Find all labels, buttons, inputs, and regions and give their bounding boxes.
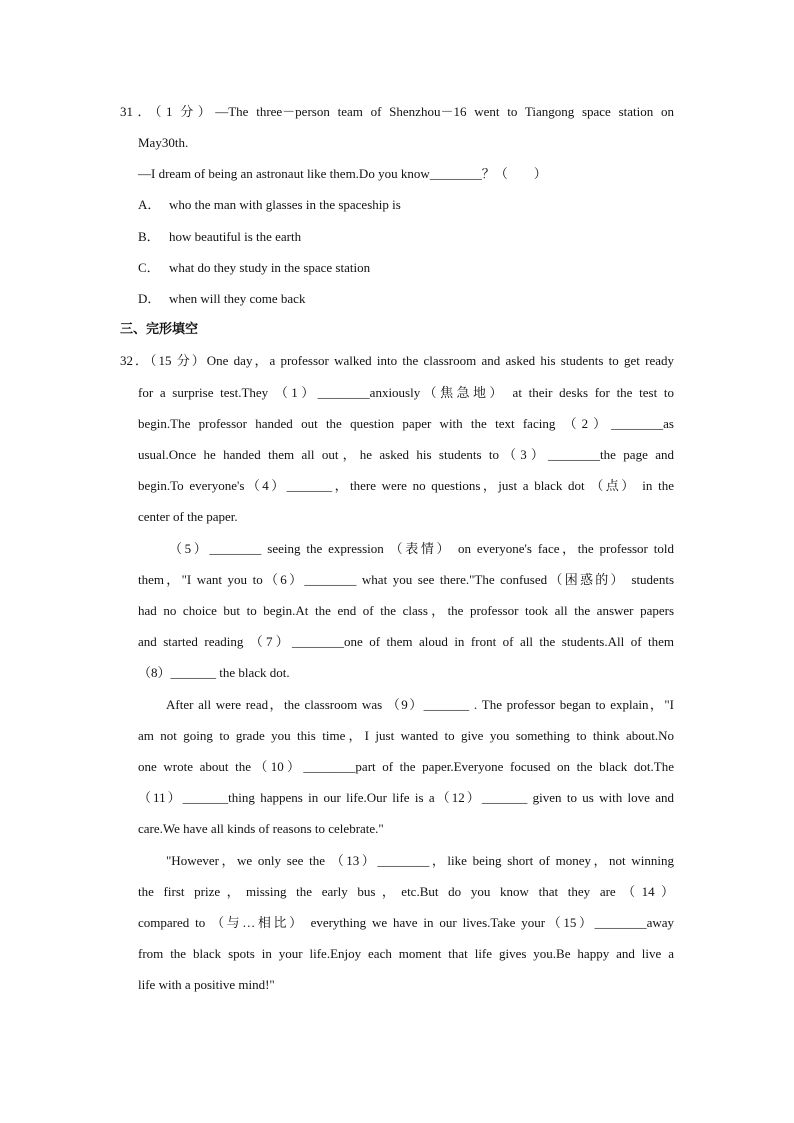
q32-line: for a surprise test.They （1）________anxiously（焦急地） at their desks for the test to bbox=[138, 385, 674, 400]
q32-line: center of the paper. bbox=[138, 509, 238, 524]
q32-line: compared to （与…相比） everything we have in our lives.Take your（15）________away bbox=[138, 915, 674, 930]
q31-option-b-text: how beautiful is the earth bbox=[169, 229, 302, 244]
q32-line: （5）________ seeing the expression （表情） on everyone's face，the professor told bbox=[169, 541, 674, 556]
q32-line: （8）_______ the black dot. bbox=[138, 665, 290, 680]
q32-line: begin.To everyone's（4）_______，there were no questions，just a black dot （点） in the bbox=[138, 478, 674, 493]
q32-line: care.We have all kinds of reasons to celebrate." bbox=[138, 821, 384, 836]
q31-stem-line-2: May30th. bbox=[138, 135, 189, 150]
q32-line: had no choice but to begin.At the end of the class，the professor took all the answer papers bbox=[138, 603, 674, 618]
q32-line: and started reading （7）________one of them aloud in front of all the students.All of them bbox=[138, 634, 674, 649]
q32-line: one wrote about the（10）________part of the paper.Everyone focused on the black dot.The bbox=[138, 759, 674, 774]
q32-line: 32．（15 分）One day，a professor walked into the classroom and asked his students to get ready bbox=[120, 353, 674, 368]
q32-line: them，"I want you to（6）________ what you see there."The confused（困惑的） students bbox=[138, 572, 674, 587]
section-heading-cloze: 三、完形填空 bbox=[120, 322, 199, 337]
q32-line: "However，we only see the （13）________，like being short of money，not winning bbox=[166, 853, 674, 868]
q32-line: （11）_______thing happens in our life.Our life is a（12）_______ given to us with love and bbox=[138, 790, 674, 805]
q31-option-d-text: when will they come back bbox=[169, 291, 306, 306]
q31-stem-line-3: —I dream of being an astronaut like them.Do you know________？（ ） bbox=[138, 166, 547, 181]
q32-line: the first prize，missing the early bus，etc.But do you know that they are（14） bbox=[138, 884, 674, 899]
q31-option-c-letter: C． bbox=[138, 260, 160, 275]
q32-line: life with a positive mind!" bbox=[138, 977, 275, 992]
q31-option-b-letter: B． bbox=[138, 229, 160, 244]
q31-option-a-text: who the man with glasses in the spaceship is bbox=[169, 197, 401, 212]
q31-option-d-letter: D． bbox=[138, 291, 161, 306]
q31-option-c-text: what do they study in the space station bbox=[169, 260, 371, 275]
q31-stem-line-1: 31．（1 分）—The three－person team of Shenzhou－16 went to Tiangong space station on bbox=[120, 104, 674, 119]
q32-line: usual.Once he handed them all out，he asked his students to（3）________the page and bbox=[138, 447, 674, 462]
q32-line: from the black spots in your life.Enjoy each moment that life gives you.Be happy and live a bbox=[138, 946, 674, 961]
q32-line: am not going to grade you this time，I just wanted to give you something to think about.No bbox=[138, 728, 674, 743]
q32-line: After all were read，the classroom was （9）_______ . The professor began to explain，"I bbox=[166, 697, 674, 712]
q32-line: begin.The professor handed out the question paper with the text facing （2）________as bbox=[138, 416, 674, 431]
q31-option-a-letter: A． bbox=[138, 197, 161, 212]
